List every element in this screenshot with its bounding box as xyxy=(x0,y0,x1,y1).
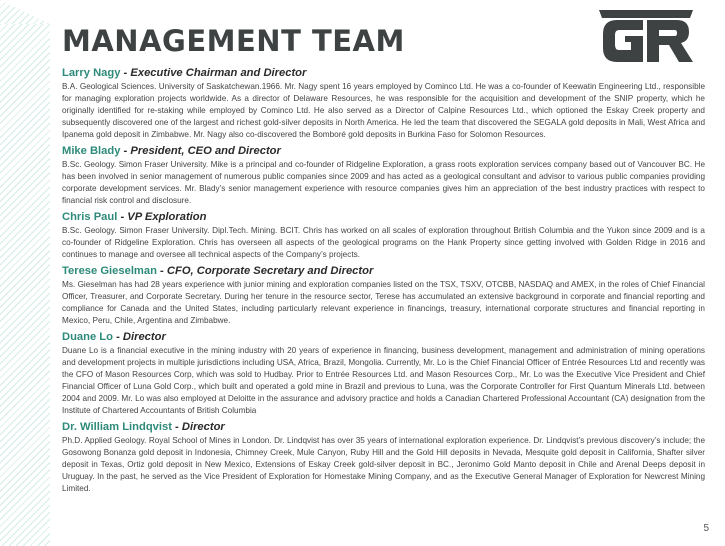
person-bio: B.Sc. Geology. Simon Fraser University. Mike is a principal and co-founder of Ridgeline Exploration, a grass roots exploration services company based out of Vancouver BC. He has been involved in senior management of numerous public companies since 2009 and has acted as a geological consultant and advisor to various public companies providing corporate development services. Mr. Blady’s senior management experience with resource companies gives him an appreciation of the best industry practices with respect to financial risk control and disclosure. xyxy=(62,160,705,205)
person-heading: Mike Blady - President, CEO and Director xyxy=(62,145,281,157)
page-title: MANAGEMENT TEAM xyxy=(62,24,405,58)
person-name: Duane Lo xyxy=(62,331,113,343)
page-number: 5 xyxy=(703,523,709,534)
person-bio: B.A. Geological Sciences. University of Saskatchewan.1966. Mr. Nagy spent 16 years employed by Cominco Ltd. He was a co-founder of Keewatin Engineering Ltd., responsible for managing exploration projects worldwide. As a director of Delaware Resources, he was responsible for the acquisition and development of the SNIP property, which he originally identified for re-staking while employed by Cominco Ltd. He also served as a Director of Calpine Resources Ltd., which optioned the Eskay Creek property and subsequently discovered one of the largest and richest gold-silver deposits in North America. He led the team that discovered the SEGALA gold deposits in Mali, West Africa and Ipanema gold deposit in Zimbabwe. Mr. Nagy also co-discovered the Bomboré gold deposits in Burkina Faso for Solomon Resources. xyxy=(62,82,705,139)
person-name: Dr. William Lindqvist xyxy=(62,421,172,433)
decorative-hatch-band xyxy=(0,24,50,546)
person-role: Executive Chairman and Director xyxy=(130,67,307,79)
person-entry xyxy=(62,330,705,417)
person-entry xyxy=(62,144,705,207)
person-bio: Ms. Gieselman has had 28 years experience with junior mining and exploration companies listed on the TSX, TSXV, OTCBB, NASDAQ and AMEX, in the roles of Chief Financial Officer, Treasurer, and Corporate Secretary. During her tenure in the resource sector, Terese has accumulated an extensive background in corporate and financial reporting and compliance for Canada and the United States, including particularly relevant experience in financings, treasury, international corporate structures and financial reporting in Mexico, Peru, Chile, Argentina and Zimbabwe. xyxy=(62,280,705,325)
person-heading: Dr. William Lindqvist - Director xyxy=(62,421,225,433)
person-heading: Duane Lo - Director xyxy=(62,331,166,343)
person-role: CFO, Corporate Secretary and Director xyxy=(166,265,374,277)
person-name: Chris Paul xyxy=(62,211,118,223)
person-heading: Terese Gieselman - CFO, Corporate Secretary and Director xyxy=(62,265,374,277)
management-list xyxy=(62,66,705,495)
person-entry xyxy=(62,264,705,327)
person-entry xyxy=(62,210,705,261)
person-entry xyxy=(62,420,705,495)
decorative-hatch-corner xyxy=(0,0,50,24)
person-bio: Ph.D. Applied Geology. Royal School of Mines in London. Dr. Lindqvist has over 35 years of international exploration experience. Dr. Lindqvist’s previous discovery’s include; the Gosowong Bonanza gold deposit in Indonesia, Chimney Creek, Mule Canyon, Ruby Hill and the Gold Hill deposits in Nevada, Mesquite gold deposit in California, Shafter silver deposit in Texas, Ortiz gold deposit in New Mexico, Extensions of Eskay Creek gold-silver deposit in BC., Jeronimo Gold Manto deposit in Chile and Arenal Deeps deposit in Uruguay. In the past, he served as the Vice President of Exploration for Homestake Mining Company, and as the Executive General Manager of Exploration for Newcrest Mining Limited. xyxy=(62,436,705,493)
person-role: Director xyxy=(181,421,225,433)
person-bio: B.Sc. Geology. Simon Fraser University. Dipl.Tech. Mining. BCIT. Chris has worked on all scales of exploration throughout British Columbia and the Yukon since 2009 and is a co-founder of Ridgeline Exploration. Chris has overseen all aspects of the geological programs on the Hank Property since getting involved with Golden Ridge in 2016 and continues to manage and oversee all technical aspects of the Company’s projects. xyxy=(62,226,705,259)
person-heading: Larry Nagy - Executive Chairman and Director xyxy=(62,67,307,79)
person-role: Director xyxy=(122,331,166,343)
person-bio: Duane Lo is a financial executive in the mining industry with 20 years of experience in financing, business development, management and administration of mining operations and development projects in multiple jurisdictions including USA, Africa, Brazil, Mongolia. Currently, Mr. Lo is the Chief Financial Officer of Entrée Resources Ltd and recently was the CFO of Mason Resources Corp, which was sold to Hudbay. Prior to Entrée Resources Ltd. and Mason Resources Corp., Mr. Lo was the Executive Vice President and Chief Financial Officer of Luna Gold Corp., which built and operated a gold mine in Brazil and previous to Luna, was the Corporate Controller for First Quantum Minerals Ltd. between 2004 and 2009. Mr. Lo was also employed at Deloitte in the assurance and advisory practice and holds a Canadian Chartered Professional Accountant (CA) designation from the Institute of Chartered Accountants of British Columbia xyxy=(62,346,705,415)
main-content xyxy=(62,0,705,495)
person-name: Mike Blady xyxy=(62,145,121,157)
person-heading: Chris Paul - VP Exploration xyxy=(62,211,207,223)
person-name: Terese Gieselman xyxy=(62,265,157,277)
person-entry xyxy=(62,66,705,141)
person-name: Larry Nagy xyxy=(62,67,121,79)
person-role: VP Exploration xyxy=(127,211,207,223)
person-role: President, CEO and Director xyxy=(130,145,281,157)
